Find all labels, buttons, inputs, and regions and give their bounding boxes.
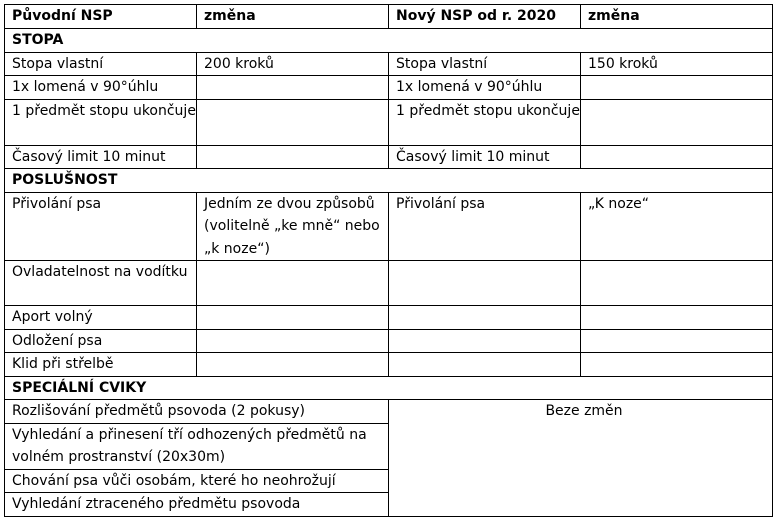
header-new-nsp: Nový NSP od r. 2020 [389,5,581,29]
table-cell: Rozlišování předmětů psovoda (2 pokusy) [5,400,389,424]
table-cell [581,99,773,145]
table-row [5,99,773,145]
section-title-specialni: SPECIÁLNÍ CVIKY [5,376,773,400]
header-row [5,5,773,29]
table-row [5,52,773,76]
section-title-poslusnost: POSLUŠNOST [5,169,773,193]
table-cell: 200 kroků [197,52,389,76]
table-cell: Ovladatelnost na vodítku [5,261,197,306]
table-cell [581,353,773,377]
table-cell: Vyhledání a přinesení tří odhozených předmětů na volném prostranství (20x30m) [5,423,389,469]
section-row-poslusnost [5,169,773,193]
table-cell: 150 kroků [581,52,773,76]
table-cell [389,306,581,330]
table-row [5,353,773,377]
table-cell [389,261,581,306]
table-row [5,329,773,353]
table-cell: Odložení psa [5,329,197,353]
table-cell: Časový limit 10 minut [5,145,197,169]
table-cell [197,329,389,353]
table-cell [581,145,773,169]
table-cell [389,353,581,377]
no-change-cell: Beze změn [389,400,773,517]
table-cell: 1 předmět stopu ukončuje [389,99,581,145]
table-row [5,76,773,100]
table-cell: Vyhledání ztraceného předmětu psovoda [5,493,389,517]
table-cell [197,306,389,330]
header-change: změna [197,5,389,29]
table-row [5,261,773,306]
comparison-table [4,4,773,517]
section-row-stopa [5,29,773,53]
table-cell [581,329,773,353]
section-title-stopa: STOPA [5,29,773,53]
table-cell [197,99,389,145]
table-cell: Klid při střelbě [5,353,197,377]
table-cell: Jedním ze dvou způsobů (volitelně „ke mně“ nebo „k noze“) [197,192,389,261]
table-cell: „K noze“ [581,192,773,261]
table-cell: Časový limit 10 minut [389,145,581,169]
table-cell [581,261,773,306]
table-cell [197,261,389,306]
table-cell: 1 předmět stopu ukončuje [5,99,197,145]
table-cell [389,329,581,353]
table-cell: Přivolání psa [5,192,197,261]
table-cell: Stopa vlastní [5,52,197,76]
table-cell [197,353,389,377]
table-cell: 1x lomená v 90°úhlu [389,76,581,100]
table-row [5,306,773,330]
table-cell: Aport volný [5,306,197,330]
table-cell [581,76,773,100]
table-cell [581,306,773,330]
table-row [5,400,773,424]
header-original-nsp: Původní NSP [5,5,197,29]
table-row [5,192,773,261]
table-row [5,145,773,169]
table-cell [197,76,389,100]
table-cell [197,145,389,169]
table-cell: Stopa vlastní [389,52,581,76]
table-cell: 1x lomená v 90°úhlu [5,76,197,100]
header-change-new: změna [581,5,773,29]
section-row-specialni [5,376,773,400]
table-cell: Přivolání psa [389,192,581,261]
table-cell: Chování psa vůči osobám, které ho neohrožují [5,469,389,493]
